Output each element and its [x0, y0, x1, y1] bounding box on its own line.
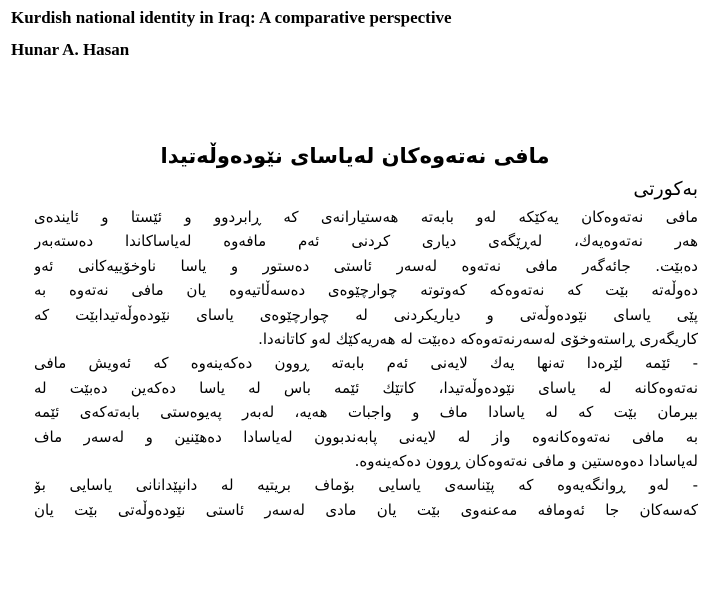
- section-heading: بەکورتی: [633, 178, 698, 200]
- body-line: - ئێمە لێرەدا تەنها یەك لایەنی ئەم بابەتە ڕوون دەکەینەوە کە ئەویش مافی: [34, 354, 698, 373]
- body-line: بە مافی نەتەوەکانەوە واز لە لایەنی پابەندبوون لەیاسادا دەهێنین و لەسەر ماف: [34, 427, 698, 446]
- body-line: پێی یاسای نێودەوڵەتی و دیاریکردنی لە چوارچێوەی یاسای نێودەوڵەتیدابێت کە: [34, 305, 698, 324]
- body-line: - لەو ڕوانگەیەوە کە پێناسەی یاسایی بۆماف بریتیە لە دانپێدانانی یاسایی بۆ: [34, 476, 698, 495]
- body-line: دەبێت. جائەگەر مافی نەتەوە لەسەر ئاستی دەستور و یاسا ناوخۆییەکانی ئەو: [34, 256, 698, 275]
- body-line: مافی نەتەوەکان یەکێکە لەو بابەتە هەستیارانەی کە ڕابردوو و ئێستا و ئایندەی: [34, 208, 698, 226]
- body-line: هەر نەتەوەیەك، لەڕێگەی دیاری کردنی ئەم مافەوە لەیاساکاندا دەستەبەر: [34, 232, 698, 251]
- body-line: دەوڵەتە بێت کە نەتەوەکە کەوتوتە چوارچێوەی دەسەڵاتیەوە یان مافی نەتەوە بە: [34, 281, 698, 300]
- article-body: [34, 205, 698, 522]
- body-line: بیرمان بێت کە لە یاسادا ماف و واجبات هەیە، لەبەر پەیوەستی بابەتەکەی ئێمە: [34, 403, 698, 422]
- article-heading: مافی نەتەوەکان لەیاسای نێودەوڵەتیدا: [160, 144, 550, 168]
- document-title: Kurdish national identity in Iraq: A comparative perspective: [11, 8, 452, 27]
- body-line: لەیاسادا دەوەستین و مافی نەتەوەکان ڕوون دەکەینەوە.: [354, 451, 698, 470]
- body-line: نەتەوەکانە لە یاسای نێودەوڵەتیدا، کاتێك ئێمە باس لە یاسا دەکەین دەبێت لە: [34, 378, 698, 397]
- body-line: کەسەکان جا ئەومافە مەعنەوی بێت یان مادی لەسەر ئاستی نێودەوڵەتی بێت یان: [34, 500, 698, 519]
- body-line: کاریگەری ڕاستەوخۆی لەسەرنەتەوەکە دەبێت لە هەریەکێك لەو کاتانەدا.: [258, 329, 698, 348]
- document-author: Hunar A. Hasan: [11, 40, 130, 59]
